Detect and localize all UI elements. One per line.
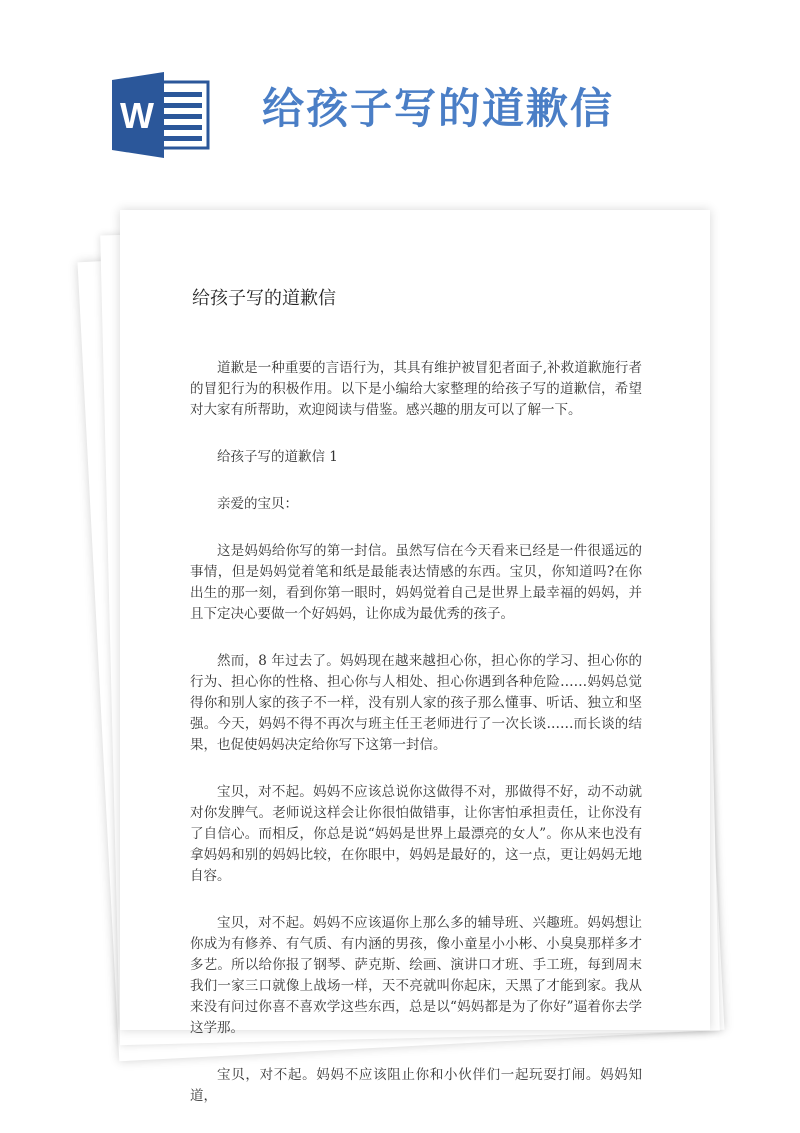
section-heading: 给孩子写的道歉信 1 <box>217 449 338 465</box>
word-logo-letter: W <box>120 95 154 136</box>
document-page <box>120 210 710 1104</box>
body-paragraph: 宝贝，对不起。妈妈不应该阻止你和小伙伴们一起玩耍打闹。妈妈知道， <box>190 1067 642 1104</box>
salutation: 亲爱的宝贝： <box>217 496 298 512</box>
page-title: 给孩子写的道歉信 <box>262 84 615 133</box>
body-paragraph: 然而，8 年过去了。妈妈现在越来越担心你，担心你的学习、担心你的行为、担心你的性格、担心你与人相处、担心你遇到各种危险……妈妈总觉得你和别人家的孩子不一样，没有别人家的孩子那么懂事、听话、独立和坚强。今天，妈妈不得不再次与班主任王老师进行了一次长谈……而长谈的结果，也促使妈妈决定给你写下这第一封信。 <box>190 653 642 753</box>
document-title: 给孩子写的道歉信 <box>192 288 336 309</box>
intro-paragraph: 道歉是一种重要的言语行为，其具有维护被冒犯者面子,补救道歉施行者的冒犯行为的积极作用。以下是小编给大家整理的给孩子写的道歉信，希望对大家有所帮助，欢迎阅读与借鉴。感兴趣的朋友可以了解一下。 <box>190 360 642 418</box>
word-document-icon <box>112 72 212 158</box>
body-paragraph: 宝贝，对不起。妈妈不应该逼你上那么多的辅导班、兴趣班。妈妈想让你成为有修养、有气质、有内涵的男孩，像小童星小小彬、小臭臭那样多才多艺。所以给你报了钢琴、萨克斯、绘画、演讲口才班、手工班，每到周末我们一家三口就像上战场一样，天不亮就叫你起床，天黑了才能到家。我从来没有问过你喜不喜欢学这些东西，总是以“妈妈都是为了你好”逼着你去学这学那。 <box>190 915 642 1036</box>
body-paragraph: 这是妈妈给你写的第一封信。虽然写信在今天看来已经是一件很遥远的事情，但是妈妈觉着笔和纸是最能表达情感的东西。宝贝，你知道吗?在你出生的那一刻，看到你第一眼时，妈妈觉着自己是世界上最幸福的妈妈，并且下定决心要做一个好妈妈，让你成为最优秀的孩子。 <box>190 543 642 622</box>
body-paragraph: 宝贝，对不起。妈妈不应该总说你这做得不对，那做得不好，动不动就对你发脾气。老师说这样会让你很怕做错事，让你害怕承担责任，让你没有了自信心。而相反，你总是说“妈妈是世界上最漂亮的女人”。你从来也没有拿妈妈和别的妈妈比较，在你眼中，妈妈是最好的，这一点，更让妈妈无地自容。 <box>190 784 642 884</box>
document-body <box>190 358 642 1133</box>
